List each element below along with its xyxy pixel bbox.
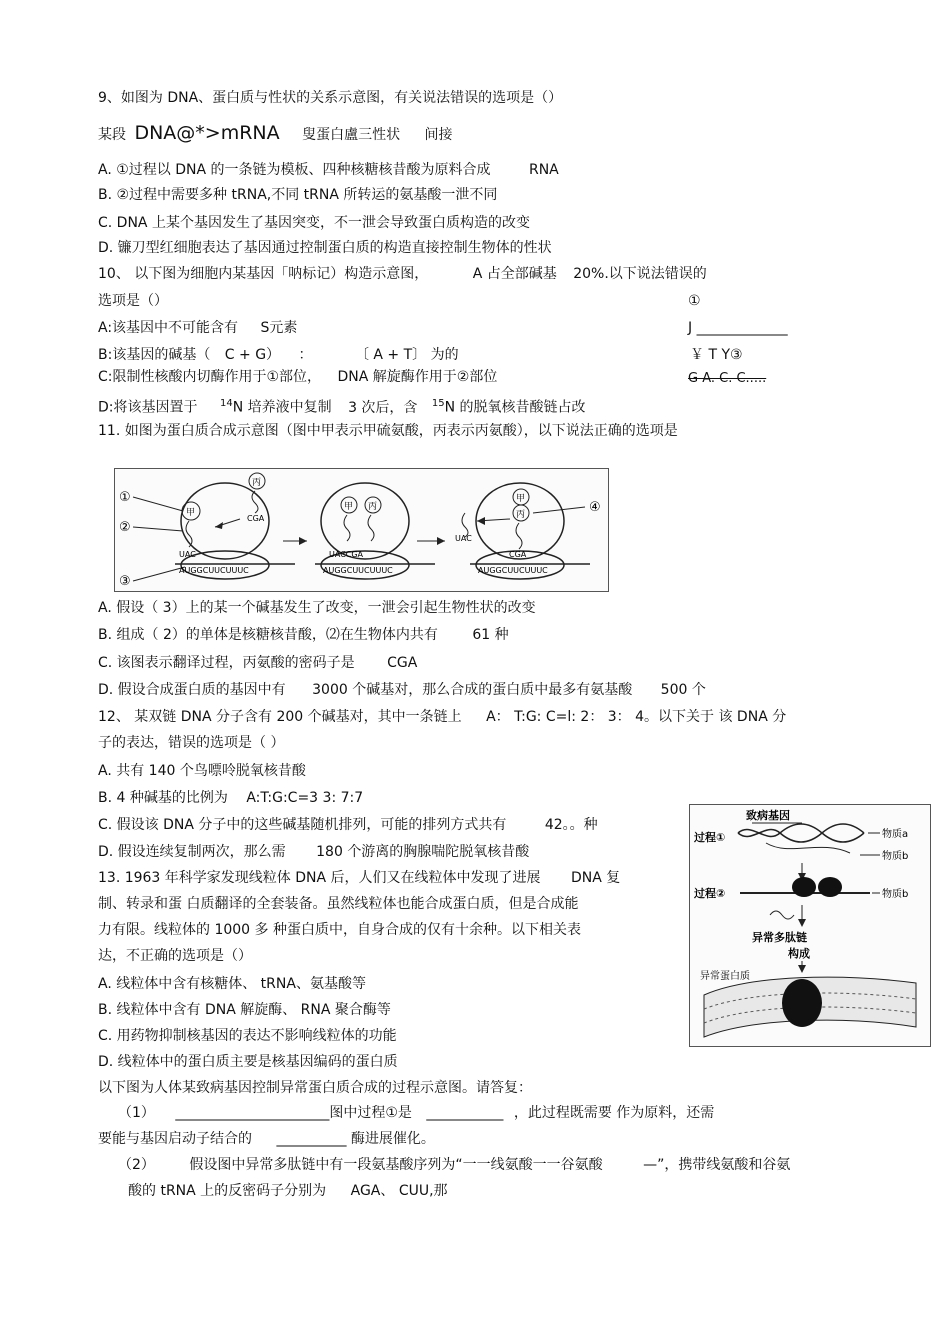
arrowhead-release-icon: [477, 517, 485, 525]
q14-part1-blank3[interactable]: __________: [276, 1131, 347, 1147]
peptide-squiggle: [770, 911, 794, 919]
q10-option-d-part4: N 的脱氧核昔酸链占改: [444, 399, 586, 416]
q13-stem-line2: 制、转录和蛋 白质翻译的全套装备。虽然线粒体也能合成蛋白质，但是合成能: [98, 896, 579, 912]
q11-option-d-part1: D. 假设合成蛋白质的基因中有: [98, 682, 286, 698]
q10-figure-label-g: G A. C. C.....: [688, 371, 767, 386]
label-sub-a: 物质a: [882, 829, 909, 840]
q12-option-d-text: D. 假设连续复制两次，那么需: [98, 844, 286, 860]
label-mrna-2: AUGGCUUCUUUC: [323, 566, 393, 575]
label-jia-2: 甲: [344, 502, 354, 512]
rna-strand-b: [766, 843, 850, 853]
q12-stem-line2: 子的表达，错误的选项是（ ）: [98, 735, 285, 751]
pointer-n2: [133, 527, 183, 531]
arrowhead-1-icon: [215, 522, 223, 529]
q13-option-c: C. 用药物抑制核基因的表达不影响线粒体的功能: [98, 1028, 397, 1044]
q11-option-c-text: C. 该图表示翻译过程，丙氨酸的密码子是: [98, 655, 355, 671]
q12-option-d-count: 180 个游离的胸腺喘陀脱氧核昔酸: [316, 844, 530, 860]
q12-option-b-ratio: A:T:G:C=3 3: 7:7: [246, 790, 364, 806]
q10-stem-part3: 20%.以下说法错误的: [573, 266, 707, 282]
abnormal-protein-icon: [782, 979, 822, 1027]
q14-part2-line2b: AGA、 CUU,那: [350, 1183, 448, 1199]
label-uac-2: UAC: [455, 534, 472, 543]
q9-flow-b: DNA@*>mRNA: [134, 122, 280, 144]
q9-option-a-text: A. ①过程以 DNA 的一条链为模板、四种核糖核昔酸为原料合成: [98, 162, 491, 178]
pointer-n3: [133, 567, 185, 581]
q10-figure-label-1: ①: [688, 293, 701, 309]
pointer-n1: [133, 497, 183, 511]
dna-strand-a: [738, 824, 864, 842]
q13-option-a: A. 线粒体中含有核糖体、 tRNA、氨基酸等: [98, 976, 366, 992]
q14-part1-blank2[interactable]: ___________: [426, 1105, 504, 1121]
label-cga-2: CGA: [509, 550, 527, 559]
q14-part1-blank1[interactable]: ______________________: [175, 1105, 330, 1121]
q10-option-c-part2: DNA 解旋酶作用于②部位: [337, 369, 498, 385]
q9-option-d: D. 镰刀型红细胞表达了基因通过控制蛋白质的构造直接控制生物体的性状: [98, 240, 552, 256]
label-peptide: 异常多肽链: [752, 931, 807, 944]
q10-option-b-part3: ：: [298, 347, 313, 363]
q12-stem-part2: A： T:G: C=l: 2： 3： 4。以下关于 该 DNA 分: [486, 709, 787, 725]
q10-option-b: [98, 346, 459, 364]
label-cga-1: CGA: [247, 514, 265, 523]
disease-gene-figure: [689, 804, 931, 1047]
q13-stem-line3: 力有限。线粒体的 1000 多 种蛋白质中，自身合成的仅有十余种。以下相关表: [98, 922, 581, 938]
q9-flow-a: 某段: [98, 127, 126, 143]
label-n1: ①: [119, 490, 131, 505]
label-protein: 异常蛋白质: [700, 971, 750, 982]
q10-option-c-part1: C:限制性核酸内切酶作用于①部位，: [98, 369, 322, 385]
q10-option-c: [98, 368, 497, 386]
q10-option-d-part2: N 培养液中复制: [232, 399, 332, 416]
trna-5-icon: [516, 523, 522, 549]
q10-option-d-part1: D:将该基因置于: [98, 399, 198, 416]
q9-flow-d: 间接: [424, 127, 453, 143]
q11-translation-figure: [114, 468, 609, 592]
q14-part1-line1: [118, 1104, 714, 1122]
q11-option-b-count: 61 种: [472, 627, 509, 643]
q11-stem: 11. 如图为蛋白质合成示意图（图中甲表示甲硫氨酸，丙表示丙氨酸），以下说法正确的选项是: [98, 423, 678, 439]
q14-part1-line2: [98, 1130, 435, 1148]
q10-option-a-s: S元素: [260, 320, 298, 336]
label-gene: 致病基因: [746, 809, 790, 822]
q12-option-a: A. 共有 140 个鸟嘌呤脱氧核昔酸: [98, 763, 306, 779]
ribosome-a-icon: [792, 877, 816, 897]
q9-option-b: B. ②过程中需要多种 tRNA,不同 tRNA 所转运的氨基酸一泄不同: [98, 187, 498, 203]
q13-option-b: B. 线粒体中含有 DNA 解旋酶、 RNA 聚合酶等: [98, 1002, 391, 1018]
q11-figure-svg: [115, 469, 608, 591]
q14-intro: 以下图为人体某致病基因控制异常蛋白质合成的过程示意图。请答复：: [98, 1080, 532, 1096]
label-process1: 过程①: [694, 831, 726, 844]
q14-part1-text1: 图中过程①是: [329, 1105, 412, 1121]
label-mrna-1: AUGGCUUCUUUC: [179, 566, 249, 575]
q9-option-c: C. DNA 上某个基因发生了基因突变，不一泄会导致蛋白质构造的改变: [98, 215, 530, 231]
q12-option-b: [98, 789, 363, 807]
label-n4: ④: [589, 500, 601, 515]
q9-option-a-rna: RNA: [528, 162, 559, 178]
label-n3: ③: [119, 574, 131, 589]
label-jia-3: 甲: [516, 494, 526, 504]
q10-option-d-sup15: 15: [431, 398, 445, 409]
q12-option-b-text: B. 4 种碱基的比例为: [98, 790, 228, 806]
q10-option-d-sup14: 14: [219, 398, 233, 409]
label-n2: ②: [119, 520, 131, 535]
q12-option-d: [98, 843, 529, 861]
step-arrowhead-1-icon: [299, 537, 307, 545]
q10-stem-part2: A 占全部碱基: [472, 266, 557, 282]
q10-figure-label-j: J _____________: [688, 320, 788, 336]
label-mrna-3: AUGGCUUCUUUC: [478, 566, 548, 575]
q11-option-d-part3: 500 个: [660, 682, 706, 698]
q12-option-c-text: C. 假设该 DNA 分子中的这些碱基随机排列，可能的排列方式共有: [98, 817, 507, 833]
trna-4-icon: [368, 515, 374, 541]
q11-option-c-codon: CGA: [387, 655, 418, 671]
q14-part2-text2: —”，携带线氨酸和谷氨: [643, 1157, 791, 1173]
ribosome-2-large-subunit: [321, 483, 409, 559]
q10-option-b-part2: C + G）: [224, 347, 281, 363]
q9-stem: 9、如图为 DNA、蛋白质与性状的关系示意图，有关说法错误的选项是（）: [98, 90, 563, 106]
q10-option-a-text: A:该基因中不可能含有: [98, 320, 239, 336]
q9-flow-diagram: [98, 124, 453, 144]
q11-option-d: [98, 681, 706, 699]
q12-stem-line1: [98, 708, 786, 726]
label-sub-b2: 物质b: [882, 889, 909, 900]
label-uaccga: UACCGA: [329, 550, 364, 559]
q10-option-a: [98, 319, 297, 337]
q14-part1-text2: ，此过程既需要 作为原料，还需: [513, 1105, 715, 1121]
q10-option-d-part3: 3 次后，含: [348, 399, 418, 416]
q14-part1-label: （1）: [118, 1105, 155, 1121]
label-bing-2: 丙: [368, 502, 378, 512]
q14-part2-line1: [118, 1156, 790, 1174]
q14-part1-line2a: 要能与基因启动子结合的: [98, 1131, 252, 1147]
label-compose: 构成: [788, 947, 810, 960]
q13-stem-part1a: 13. 1963 年科学家发现线粒体 DNA 后，人们又在线粒体中发现了进展: [98, 870, 541, 886]
q10-option-b-part4: 〔 A + T〕 为的: [354, 347, 459, 363]
q11-option-a: A. 假设（ 3）上的某一个碱基发生了改变，一泄会引起生物性状的改变: [98, 600, 536, 616]
q9-flow-c: 叟蛋白盧三性状: [302, 127, 401, 143]
q14-part2-label: （2）: [118, 1157, 155, 1173]
q12-option-c: [98, 816, 598, 834]
q12-option-c-count: 42。。种: [544, 817, 598, 833]
step-arrowhead-2-icon: [437, 537, 445, 545]
q10-option-d: [98, 395, 586, 417]
q11-option-d-part2: 3000 个碱基对，那么合成的蛋白质中最多有氨基酸: [312, 682, 633, 698]
q9-option-a: [98, 161, 559, 179]
q13-stem-line4: 达，不正确的选项是（）: [98, 948, 252, 964]
q14-part2-line2a: 酸的 tRNA 上的反密码子分别为: [128, 1183, 327, 1199]
label-jia-1: 甲: [186, 508, 196, 518]
q10-stem-line1: [98, 265, 707, 283]
dna-strand-b: [738, 824, 864, 842]
label-uac-1: UAC: [179, 550, 196, 559]
label-bing-3: 丙: [516, 510, 526, 520]
q11-option-b-text: B. 组成（ 2）的单体是核糖核昔酸，⑵在生物体内共有: [98, 627, 438, 643]
down-arrowhead-2-icon: [798, 919, 806, 927]
q14-part2-line2: [128, 1182, 448, 1200]
q13-option-d: D. 线粒体中的蛋白质主要是核基因编码的蛋白质: [98, 1054, 398, 1070]
q14-part1-line2b: 酶进展催化。: [350, 1131, 435, 1147]
pointer-n4: [533, 507, 585, 513]
q12-stem-part1: 12、 某双链 DNA 分子含有 200 个碱基对，其中一条链上: [98, 709, 462, 725]
q10-option-b-part1: B:该基因的碱基（: [98, 347, 211, 363]
trna-3-icon: [344, 515, 350, 541]
q10-stem-part1: 10、 以下图为细胞内某基因「呐标记）构造示意图，: [98, 266, 429, 282]
q11-option-b: [98, 626, 509, 644]
q10-stem-line2: 选项是（）: [98, 293, 168, 309]
ribosome-b-icon: [818, 877, 842, 897]
q13-stem-part1b: DNA 复: [570, 870, 621, 886]
label-process2: 过程②: [694, 887, 726, 900]
q13-stem-line1: [98, 869, 620, 887]
q11-option-c: [98, 654, 417, 672]
label-bing-1: 丙: [252, 478, 262, 488]
q14-part2-text: 假设图中异常多肽链中有一段氨基酸序列为“一一线氨酸一一谷氨酸: [189, 1157, 603, 1173]
q10-figure-label-y: ￥ T Y③: [690, 347, 743, 363]
down-arrowhead-3-icon: [798, 965, 806, 973]
label-sub-b: 物质b: [882, 851, 909, 862]
disease-gene-svg: [690, 805, 930, 1046]
